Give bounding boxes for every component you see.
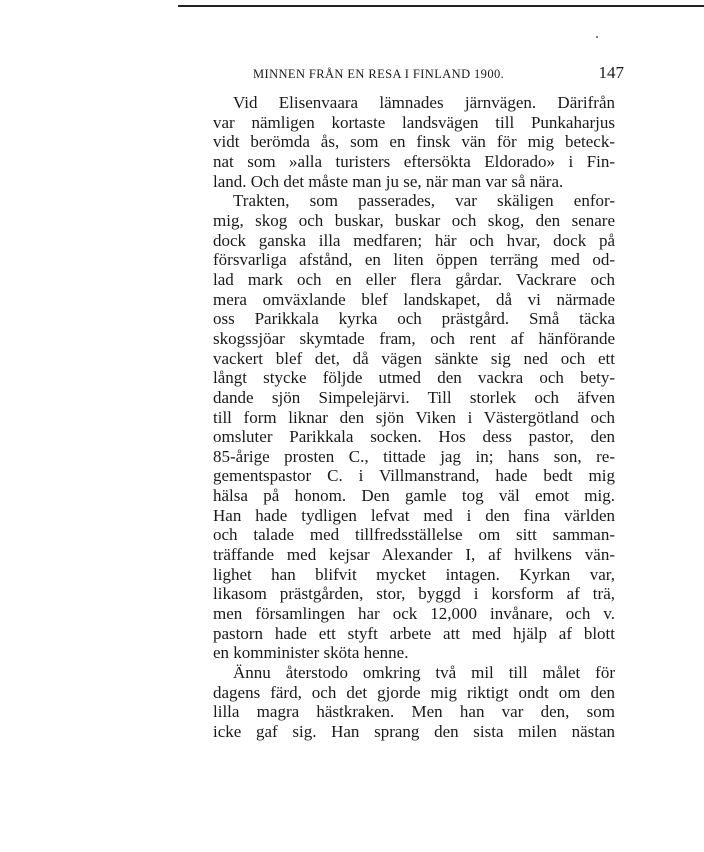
text-line: nat som »alla turisters eftersökta Eldorado» i Fin- — [213, 151, 615, 171]
text-line: mig, skog och buskar, buskar och skog, den senare — [213, 210, 615, 230]
top-rule — [178, 5, 704, 7]
text-line: vidt berömda ås, som en finsk vän för mig beteck- — [213, 132, 615, 152]
text-line: icke gaf sig. Han sprang den sista milen nästan — [213, 722, 615, 741]
text-line: hälsa på honom. Den gamle tog väl emot mig. — [213, 486, 615, 506]
text-line: lighet han blifvit mycket intagen. Kyrkan var, — [213, 564, 615, 584]
text-line: omsluter Parikkala socken. Hos dess pastor, den — [213, 427, 615, 447]
text-line: lad mark och en eller flera gårdar. Vackrare och — [213, 269, 615, 289]
paper-speck — [596, 36, 598, 38]
text-line: Trakten, som passerades, var skäligen enfor- — [233, 191, 615, 211]
page-number: 147 — [598, 63, 624, 82]
text-line: gementspastor C. i Villmanstrand, hade bedt mig — [213, 466, 615, 486]
text-line: skogssjöar skymtade fram, och rent af hänförande — [213, 328, 615, 348]
text-line: var nämligen kortaste landsvägen till Punkaharjus — [213, 112, 615, 132]
text-line: oss Parikkala kyrka och prästgård. Små täcka — [213, 309, 615, 329]
text-line: långt stycke följde utmed den vackra och bety- — [213, 368, 615, 388]
text-line: dande sjön Simpelejärvi. Till storlek och äfven — [213, 387, 615, 407]
running-title: MINNEN FRÅN EN RESA I FINLAND 1900. — [253, 67, 505, 81]
text-line: men församlingen har ock 12,000 invånare, och v. — [213, 604, 615, 624]
text-line: träffande med kejsar Alexander I, af hvilkens vän- — [213, 545, 615, 565]
text-line: land. Och det måste man ju se, när man var så nära. — [213, 171, 564, 191]
text-line: försvarliga afstånd, en liten öppen terräng med od- — [213, 250, 615, 270]
text-line: lilla magra hästkraken. Men han var den, som — [213, 702, 615, 722]
text-line: vackert blef det, då vägen sänkte sig ned och ett — [213, 348, 615, 368]
text-line: en komminister sköta henne. — [213, 643, 409, 663]
text-line: dock ganska illa medfaren; här och hvar, dock på — [213, 230, 615, 250]
text-line: likasom prästgården, stor, byggd i korsform af trä, — [213, 584, 615, 604]
text-line: dagens färd, och det gjorde mig riktigt ondt om den — [213, 682, 615, 702]
text-line: 85-årige prosten C., tittade jag in; hans son, re- — [213, 446, 615, 466]
text-line: Ännu återstodo omkring två mil till målet för — [233, 663, 615, 683]
body-text — [213, 93, 615, 742]
text-line: mera omväxlande blef landskapet, då vi närmade — [213, 289, 615, 309]
text-line: Han hade tydligen lefvat med i den fina världen — [213, 505, 615, 525]
running-head — [253, 63, 624, 83]
text-line: Vid Elisenvaara lämnades järnvägen. Därifrån — [233, 93, 615, 112]
text-line: och talade med tillfredsställelse om sitt samman- — [213, 525, 615, 545]
text-line: till form liknar den sjön Viken i Västergötland och — [213, 407, 615, 427]
text-line: pastorn hade ett styft arbete att med hjälp af blott — [213, 623, 615, 643]
